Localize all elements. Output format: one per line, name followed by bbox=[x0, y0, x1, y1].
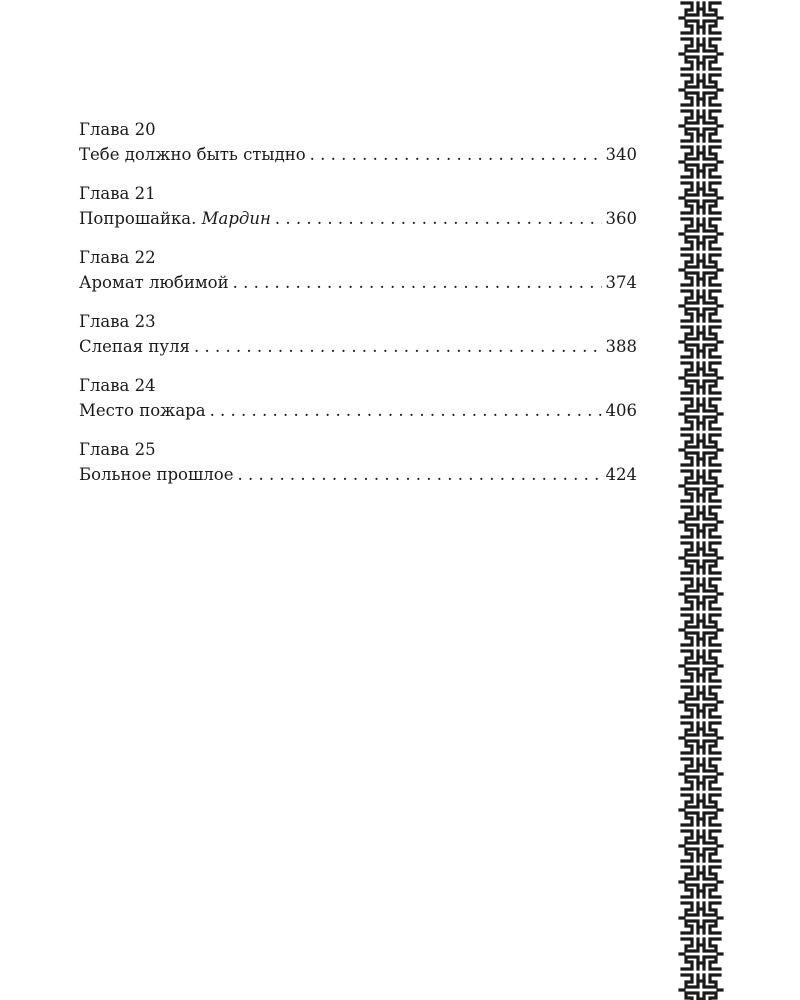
chapter-label: Глава 24 bbox=[79, 376, 156, 395]
chapter-label: Глава 25 bbox=[79, 440, 156, 459]
toc-line[interactable] bbox=[79, 142, 637, 168]
chapter-label: Глава 23 bbox=[79, 312, 156, 331]
toc-entry bbox=[79, 310, 637, 360]
toc-entry bbox=[79, 246, 637, 296]
toc-line[interactable] bbox=[79, 398, 637, 424]
knot-pattern-border-icon bbox=[678, 0, 724, 1000]
dot-leader bbox=[210, 398, 602, 424]
dot-leader bbox=[237, 462, 601, 488]
dot-leader bbox=[194, 334, 602, 360]
toc-entry bbox=[79, 438, 637, 488]
chapter-title: Аромат любимой bbox=[79, 273, 229, 292]
page-number: 360 bbox=[605, 209, 637, 228]
chapter-title: Больное прошлое bbox=[79, 465, 234, 484]
chapter-label: Глава 22 bbox=[79, 248, 156, 267]
page-number: 374 bbox=[605, 273, 637, 292]
toc-line[interactable] bbox=[79, 462, 637, 488]
toc-entry bbox=[79, 374, 637, 424]
chapter-label: Глава 20 bbox=[79, 120, 156, 139]
page-number: 340 bbox=[605, 145, 637, 164]
chapter-title: Попрошайка. Мардин bbox=[79, 209, 271, 228]
chapter-title: Место пожара bbox=[79, 401, 206, 420]
page-number: 406 bbox=[605, 401, 637, 420]
toc-entry bbox=[79, 118, 637, 168]
toc-line[interactable] bbox=[79, 206, 637, 232]
dot-leader bbox=[233, 270, 602, 296]
table-of-contents bbox=[79, 118, 637, 502]
page-number: 424 bbox=[605, 465, 637, 484]
toc-line[interactable] bbox=[79, 270, 637, 296]
chapter-label: Глава 21 bbox=[79, 184, 156, 203]
toc-line[interactable] bbox=[79, 334, 637, 360]
toc-entry bbox=[79, 182, 637, 232]
page-number: 388 bbox=[605, 337, 637, 356]
chapter-title: Тебе должно быть стыдно bbox=[79, 145, 306, 164]
dot-leader bbox=[275, 206, 602, 232]
dot-leader bbox=[310, 142, 602, 168]
chapter-title: Слепая пуля bbox=[79, 337, 190, 356]
